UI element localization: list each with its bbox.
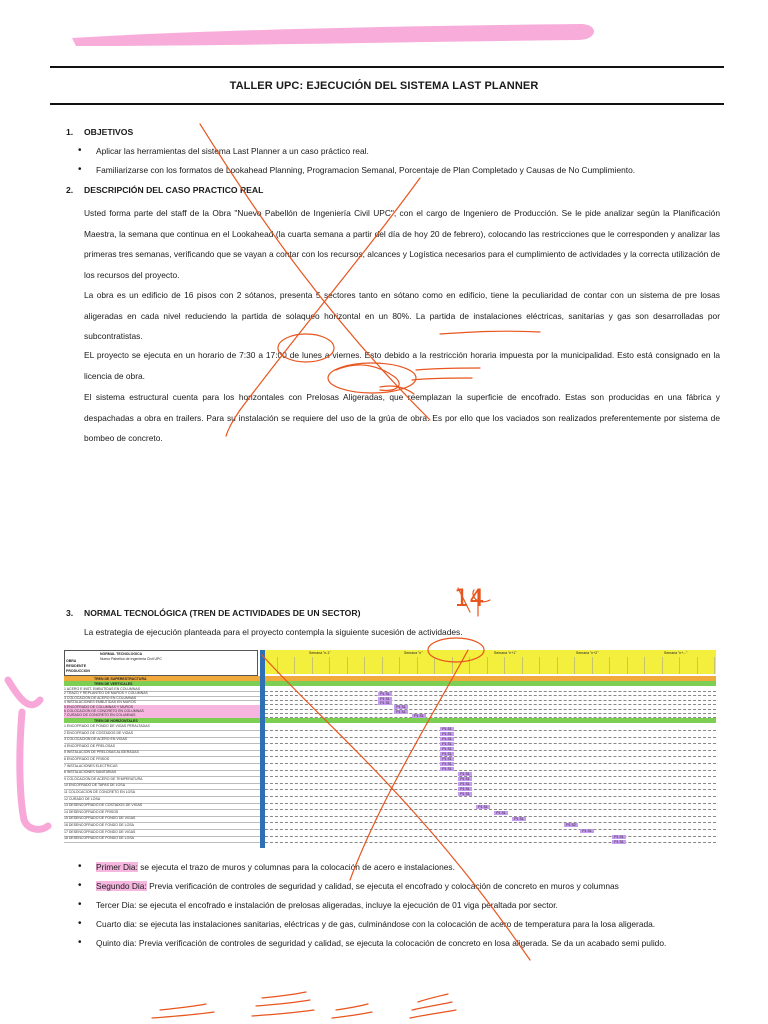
- gantt-task: P1 S2: [564, 823, 578, 827]
- gantt-horizontal-row: 15 DESENCOFRADO DE FONDO DE VIGAS: [64, 816, 260, 823]
- section-number: 1.: [66, 127, 74, 137]
- orange-digit-stroke: [473, 590, 490, 616]
- gantt-task: P1 S1: [440, 752, 454, 756]
- gantt-horizontal-row: 7 INSTALACIONES ELECTRICAS: [64, 764, 260, 771]
- gantt-horizontal-row: 4 ENCOFRADO DE PRELOSAS: [64, 744, 260, 751]
- gantt-week: Semana "n+1": [494, 651, 517, 655]
- gantt-gridline: [265, 743, 716, 744]
- gantt-horizontal-row: 3 COLOCACION DE ACERO EN VIGAS: [64, 737, 260, 744]
- gantt-horizontal-title: TREN DE HORIZONTALES: [94, 718, 138, 723]
- section-title: NORMAL TECNOLÓGICA (TREN DE ACTIVIDADES DE UN SECTOR): [84, 608, 361, 618]
- gantt-gridline: [265, 816, 716, 817]
- gantt-gridline: [265, 750, 716, 751]
- gantt-horizontal-row: 11 COLOCACION DE CONCRETO EN LOSA: [64, 790, 260, 797]
- normal-tecnologica-gantt: [64, 650, 718, 848]
- gantt-task: P1 S1: [612, 835, 626, 839]
- gantt-horizontal-band: [64, 718, 716, 723]
- gantt-gridline: [265, 704, 716, 705]
- gantt-task: P1 S1: [580, 829, 594, 833]
- gantt-task: P1 S1: [440, 742, 454, 746]
- gantt-horizontal-row: 16 DESENCOFRADO DE FONDO DE LOSA: [64, 823, 260, 830]
- section-normal-heading: [66, 608, 360, 618]
- gantt-gridline: [265, 713, 716, 714]
- gantt-today-line: [260, 650, 265, 848]
- section-descripcion-heading: [66, 185, 263, 195]
- orange-dash-mark: [252, 992, 314, 1016]
- gantt-task: P1 S1: [476, 805, 490, 809]
- gantt-task: P1 S1: [378, 697, 392, 701]
- gantt-horizontal-row: 2 ENCOFRADO DE COSTADOS DE VIGAS: [64, 731, 260, 738]
- gantt-task: P1 S1: [458, 772, 472, 776]
- pink-left-doodle: [8, 680, 48, 829]
- gantt-vertical-row: 6 COLOCACION DE CONCRETO EN COLUMNAS: [64, 709, 260, 714]
- gantt-week: Semana "n+...": [664, 651, 688, 655]
- gantt-horizontal-row: 9 COLOCACION DE ACERO DE TEMPERATURA: [64, 777, 260, 784]
- objetivo-bullet-1: • Aplicar las herramientas del sistema Last Planner a un caso práctico real.: [84, 146, 724, 156]
- gantt-week: Semana "n": [404, 651, 423, 655]
- orange-dash-mark: [152, 1004, 214, 1018]
- gantt-horizontal-row: 18 DESENCOFRADO DE FONDO DE LOSA: [64, 836, 260, 843]
- orange-digit-stroke: [458, 588, 470, 612]
- gantt-task: P1 S1: [440, 757, 454, 761]
- orange-dash-mark: [332, 1004, 372, 1018]
- gantt-gridline: [265, 776, 716, 777]
- normal-intro: La estrategia de ejecución planteada para el proyecto contempla la siguiente sucesión de actividades.: [84, 627, 463, 637]
- day-text: se ejecuta el encofrado e instalación de prelosas aligeradas, incluye la ejecución de 01 viga peraltada por sector.: [136, 900, 558, 910]
- title-top-rule: [50, 66, 724, 68]
- gantt-task: P1 S1: [412, 714, 426, 718]
- gantt-task: P1 S1: [440, 767, 454, 771]
- gantt-task: P1 S1: [458, 792, 472, 796]
- gantt-task: P1 S1: [440, 747, 454, 751]
- gantt-gridline: [265, 803, 716, 804]
- gantt-task: P1 S1: [612, 840, 626, 844]
- orange-dash-mark: [410, 994, 456, 1018]
- day-text: Previa verificación de controles de seguridad y calidad, se ejecuta la colocación de concreto en losa aligerada. Se da un acabado semi pulido.: [136, 938, 667, 948]
- day-text: Previa verificación de controles de seguridad y calidad, se ejecuta el encofrado y colocación de concreto en muros y columnas: [146, 881, 619, 891]
- day-item-4: [84, 919, 724, 929]
- section-number: 2.: [66, 185, 74, 195]
- section-objetivos-heading: [66, 127, 133, 137]
- gantt-vertical-band: [64, 681, 716, 686]
- gantt-task: P1 S1: [512, 817, 526, 821]
- gantt-task: P1 S1: [458, 787, 472, 791]
- gantt-task: P1 S1: [494, 811, 508, 815]
- gantt-header-box: [64, 650, 258, 676]
- gantt-gridline: [265, 836, 716, 837]
- day-label: Cuarto dia:: [96, 919, 137, 929]
- gantt-week: Semana "n-1": [309, 651, 331, 655]
- day-item-5: [84, 938, 724, 948]
- gantt-task: P1 S1: [394, 710, 408, 714]
- gantt-vertical-row: 3 COLOCACION DE ACERO EN COLUMNAS: [64, 696, 260, 701]
- gantt-gridline: [265, 763, 716, 764]
- gantt-horizontal-row: 10 ENCOFRADO DE TAPAS DE LOSA: [64, 783, 260, 790]
- gantt-horizontal-row: 6 ENCOFRADO DE FRISOS: [64, 757, 260, 764]
- day-item-3: [84, 900, 724, 910]
- day-item-2: [84, 881, 724, 891]
- gantt-gridline: [265, 695, 716, 696]
- gantt-horizontal-row: 14 DESENCOFRADO DE FRISOS: [64, 810, 260, 817]
- gantt-gridline: [265, 700, 716, 701]
- gantt-vertical-row: 5 ENCOFRADO DE COLUMNAS Y MUROS: [64, 705, 260, 710]
- gantt-header-title: NORMAL TECNOLOGICA: [100, 652, 143, 656]
- descripcion-paragraph-4: El sistema estructural cuenta para los horizontales con Prelosas Aligeradas, que reemplazan la superficie de encofrado. Estas son producidas en una fábrica y despachadas a obra en trailers. Para su instalación se requiere del uso de la grúa de obra. Es por ello que los vaciados son realizados preferentemente por sistema de bombeo de concreto.: [84, 392, 720, 444]
- gantt-label-produccion: PRODUCCION: [66, 669, 90, 673]
- day-item-1: [84, 862, 724, 872]
- gantt-gridline: [265, 829, 716, 830]
- gantt-header-project: Nuevo Pabellon de Ingenieria Civil UPC: [100, 657, 162, 661]
- gantt-task: P1 S1: [394, 705, 408, 709]
- descripcion-paragraph-1: Usted forma parte del staff de la Obra "Nuevo Pabellón de Ingeniería Civil UPC", con el cargo de Ingeniero de Producción. Se le pide analizar según la Planificación Maestra, la semana que continua en el Lookahead (la cuarta semana a partir del día de hoy 20 de febrero), colocando las restricciones que le corresponden y analizar las primeras tres semanas, verificando que se vayan a contar con los recursos, alcances y Logística necesarios para el cumplimiento de actividades y la correcta utilización de los recursos del proyecto.: [84, 208, 720, 280]
- gantt-task: P1 S1: [440, 762, 454, 766]
- gantt-gridline: [265, 796, 716, 797]
- gantt-label-obra: OBRA: [66, 659, 77, 663]
- objetivo-bullet-2: • Familiarizarse con los formatos de Lookahead Planning, Programacion Semanal, Porcentaje de Plan Completado y Causas de No Cumplimiento.: [84, 165, 724, 175]
- day-label: Segundo Dia:: [96, 881, 147, 891]
- gantt-task: P1 S1: [440, 732, 454, 736]
- gantt-vertical-row: 7 CURADO DE CONCRETO EN COLUMNAS: [64, 713, 260, 718]
- gantt-horizontal-row: 17 DESENCOFRADO DE FONDO DE VIGAS: [64, 830, 260, 837]
- gantt-horizontal-row: 13 DESENCOFRADO DE COSTADOS DE VIGAS: [64, 803, 260, 810]
- gantt-horizontal-row: 5 INSTALACION DE PRELOSAS ALIGERADAS: [64, 750, 260, 757]
- gantt-gridline: [265, 756, 716, 757]
- day-label: Tercer Dia:: [96, 900, 137, 910]
- handwritten-number: 14: [454, 584, 485, 612]
- gantt-gridline: [265, 809, 716, 810]
- descripcion-paragraph-2: La obra es un edificio de 16 pisos con 2 sótanos, presenta 5 sectores tanto en sótano como en edificio, tiene la peculiaridad de contar con un sistema de pre losas aligeradas en cada nivel reduciendo la partida de solaqueo horizontal en un 80%. La partida de instalaciones eléctricas, sanitarias y gas son desarrolladas por subcontratistas.: [84, 290, 720, 342]
- gantt-week: Semana "n+2": [576, 651, 599, 655]
- gantt-gridline: [265, 730, 716, 731]
- title-bottom-rule: [50, 103, 724, 105]
- day-label: Quinto dia:: [96, 938, 137, 948]
- gantt-horizontal-row: 12 CURADO DE LOSA: [64, 797, 260, 804]
- gantt-gridline: [265, 789, 716, 790]
- gantt-task: P1 S1: [440, 737, 454, 741]
- gantt-vertical-row: 2 TRAZO Y REPLANTEO DE MUROS Y COLUMNAS: [64, 691, 260, 696]
- gantt-vertical-row: 1 ACERO E INST. EMBUTIDAS EN COLUMNAS: [64, 687, 260, 692]
- gantt-gridline: [265, 822, 716, 823]
- gantt-train-title: TREN DE SUPERESTRUCTURA: [94, 676, 147, 681]
- gantt-gridline: [265, 842, 716, 843]
- day-text: se ejecuta el trazo de muros y columnas para la colocación de acero e instalaciones.: [137, 862, 455, 872]
- gantt-task: P1 S1: [458, 777, 472, 781]
- gantt-gridline: [265, 709, 716, 710]
- gantt-task: P1 S1: [378, 692, 392, 696]
- section-title: OBJETIVOS: [84, 127, 134, 137]
- gantt-gridline: [265, 783, 716, 784]
- gantt-task: P1 S1: [458, 782, 472, 786]
- gantt-vertical-title: TREN DE VERTICALES: [94, 681, 133, 686]
- document-title: TALLER UPC: EJECUCIÓN DEL SISTEMA LAST PLANNER: [229, 80, 539, 92]
- gantt-day-columns: [260, 657, 716, 674]
- section-title: DESCRIPCIÓN DEL CASO PRACTICO REAL: [84, 185, 264, 195]
- gantt-gridline: [265, 770, 716, 771]
- gantt-horizontal-row: 8 INSTALACIONES SANITARIAS: [64, 770, 260, 777]
- pink-highlighter-stroke: [72, 24, 594, 46]
- gantt-gridline: [265, 737, 716, 738]
- section-number: 3.: [66, 608, 74, 618]
- descripcion-paragraph-3: EL proyecto se ejecuta en un horario de 7:30 a 17:00 de lunes a viernes. Esto debido a la restricción horaria impuesta por la municipalidad. Esto está consignado en la licencia de obra.: [84, 350, 720, 381]
- gantt-horizontal-row: 1 ENCOFRADO DE FONDO DE VIGAS PERALTADAS: [64, 724, 260, 731]
- gantt-task: P1 S1: [378, 701, 392, 705]
- gantt-task: P1 S1: [440, 727, 454, 731]
- day-label: Primer Dia:: [96, 862, 138, 872]
- gantt-vertical-row: 4 INSTALACIONES EMBUTIDAS EN MUROS: [64, 700, 260, 705]
- day-text: se ejecuta las instalaciones sanitarias, eléctricas y de gas, culminándose con la colocación de acero de temperatura para la losa aligerada.: [136, 919, 656, 929]
- gantt-label-residente: RESIDENTE: [66, 664, 87, 668]
- gantt-gridline: [265, 691, 716, 692]
